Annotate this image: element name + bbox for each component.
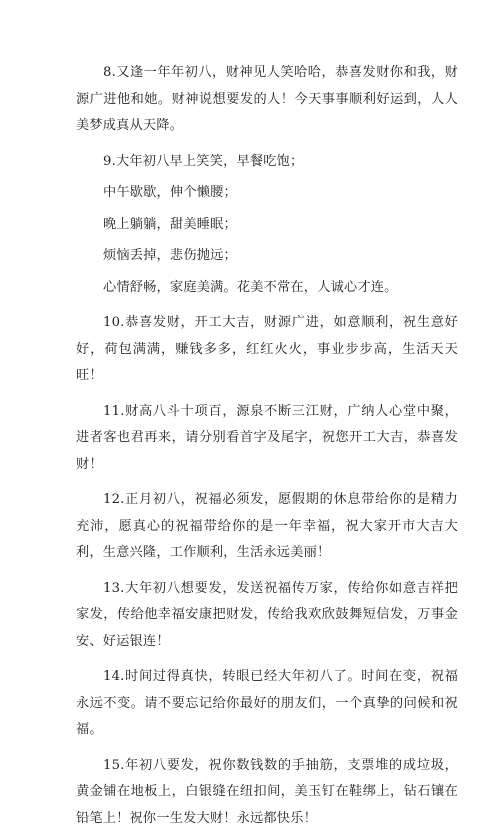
paragraph-11: 11.财高八斗十项百，源泉不断三江财，广纳人心堂中聚，进者客也君再来，请分别看首字及尾字，祝您开工大吉，恭喜发财！: [76, 399, 458, 479]
paragraph-9-line-4: 烦恼丢掉，悲伤抛远；: [76, 243, 458, 270]
paragraph-9-line-2: 中午歇歇，伸个懒腰；: [76, 180, 458, 207]
paragraph-14: 14.时间过得真快，转眼已经大年初八了。时间在变，祝福永远不变。请不要忘记给你最好的朋友们，一个真挚的问候和祝福。: [76, 664, 458, 744]
paragraph-9-line-3: 晚上躺躺，甜美睡眠；: [76, 212, 458, 239]
paragraph-13: 13.大年初八想要发，发送祝福传万家，传给你如意吉祥把家发，传给他幸福安康把财发，传给我欢欣鼓舞短信发，万事金安、好运银连！: [76, 576, 458, 656]
paragraph-12: 12.正月初八，祝福必须发，愿假期的休息带给你的是精力充沛，愿真心的祝福带给你的是一年幸福，祝大家开市大吉大利，生意兴隆，工作顺利，生活永远美丽！: [76, 487, 458, 567]
paragraph-15: 15.年初八要发，祝你数钱数的手抽筋，支票堆的成垃圾，黄金铺在地板上，白银缝在纽扣间，美玉钉在鞋绑上，钻石镶在铅笔上！祝你一生发大财！永远都快乐！: [76, 753, 458, 832]
paragraph-9: 9.大年初八早上笑笑，早餐吃饱；: [76, 149, 458, 176]
paragraph-8: 8.又逢一年年初八，财神见人笑哈哈，恭喜发财你和我，财源广进他和她。财神说想要发的人！今天事事顺利好运到，人人美梦成真从天降。: [76, 60, 458, 140]
paragraph-10: 10.恭喜发财，开工大吉，财源广进，如意顺利，祝生意好好，荷包满满，赚钱多多，红红火火，事业步步高，生活天天旺！: [76, 310, 458, 390]
paragraph-9-line-5: 心情舒畅，家庭美满。花美不常在，人诚心才连。: [76, 275, 458, 302]
